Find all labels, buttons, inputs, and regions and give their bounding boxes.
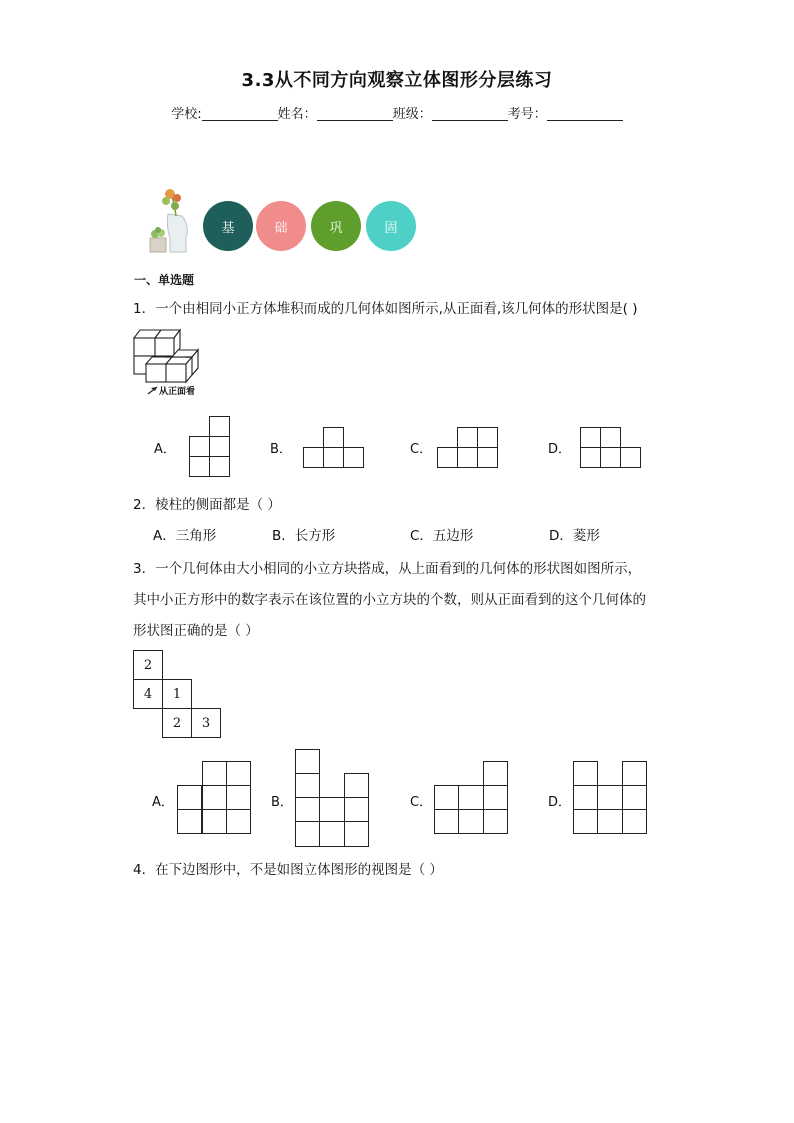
badge-gu: 固 xyxy=(366,201,416,251)
q2-choice-a[interactable]: A．三角形 xyxy=(153,528,217,544)
plant-vase-illustration xyxy=(146,186,196,254)
question-4-text: 4．在下边图形中，不是如图立体图形的视图是（ ） xyxy=(133,862,443,878)
q1-option-b-label[interactable]: B． xyxy=(270,442,292,457)
q1-cube-figure xyxy=(132,326,212,396)
q2-choice-d[interactable]: D．菱形 xyxy=(549,528,600,544)
question-2-text: 2．棱柱的侧面都是（ ） xyxy=(133,497,281,513)
exam-number-label: 考号： xyxy=(507,107,547,122)
q3-option-a-label[interactable]: A． xyxy=(152,795,174,810)
section-title: 一、单选题 xyxy=(134,273,195,287)
class-blank[interactable] xyxy=(432,107,508,121)
exam-number-blank[interactable] xyxy=(547,107,623,121)
question-1-text: 1．一个由相同小正方体堆积而成的几何体如图所示,从正面看,该几何体的形状图是( ) xyxy=(133,301,638,317)
q3-option-b-label[interactable]: B． xyxy=(271,795,293,810)
figure-caption: 从正面看 xyxy=(159,387,196,396)
school-label: 学校: xyxy=(171,107,202,122)
name-label: 姓名： xyxy=(277,107,317,122)
class-label: 班级： xyxy=(392,107,432,122)
q3-option-c-label[interactable]: C． xyxy=(410,795,433,810)
question-3-line-1: 3．一个几何体由大小相同的小立方块搭成，从上面看到的几何体的形状图如图所示， xyxy=(133,561,642,577)
q2-choice-b[interactable]: B．长方形 xyxy=(272,528,336,544)
grid-cell: 2 xyxy=(133,650,163,680)
badge-gong: 巩 xyxy=(311,201,361,251)
student-info-line xyxy=(0,103,794,122)
grid-cell: 1 xyxy=(162,679,192,709)
grid-cell: 2 xyxy=(162,708,192,738)
question-3-line-3: 形状图正确的是（ ） xyxy=(133,623,259,639)
grid-cell: 4 xyxy=(133,679,163,709)
q2-choice-c[interactable]: C．五边形 xyxy=(410,528,474,544)
name-blank[interactable] xyxy=(317,107,393,121)
badge-chu: 础 xyxy=(256,201,306,251)
q1-option-d-label[interactable]: D． xyxy=(548,442,572,457)
page-title: 3.3从不同方向观察立体图形分层练习 xyxy=(241,70,553,91)
q3-option-d-label[interactable]: D． xyxy=(548,795,572,810)
grid-cell: 3 xyxy=(191,708,221,738)
q1-option-c-label[interactable]: C． xyxy=(410,442,433,457)
badge-ji: 基 xyxy=(203,201,253,251)
q1-option-a-label[interactable]: A． xyxy=(154,442,176,457)
question-3-line-2: 其中小正方形中的数字表示在该位置的小立方块的个数，则从正面看到的这个几何体的 xyxy=(133,592,646,608)
school-blank[interactable] xyxy=(202,107,278,121)
